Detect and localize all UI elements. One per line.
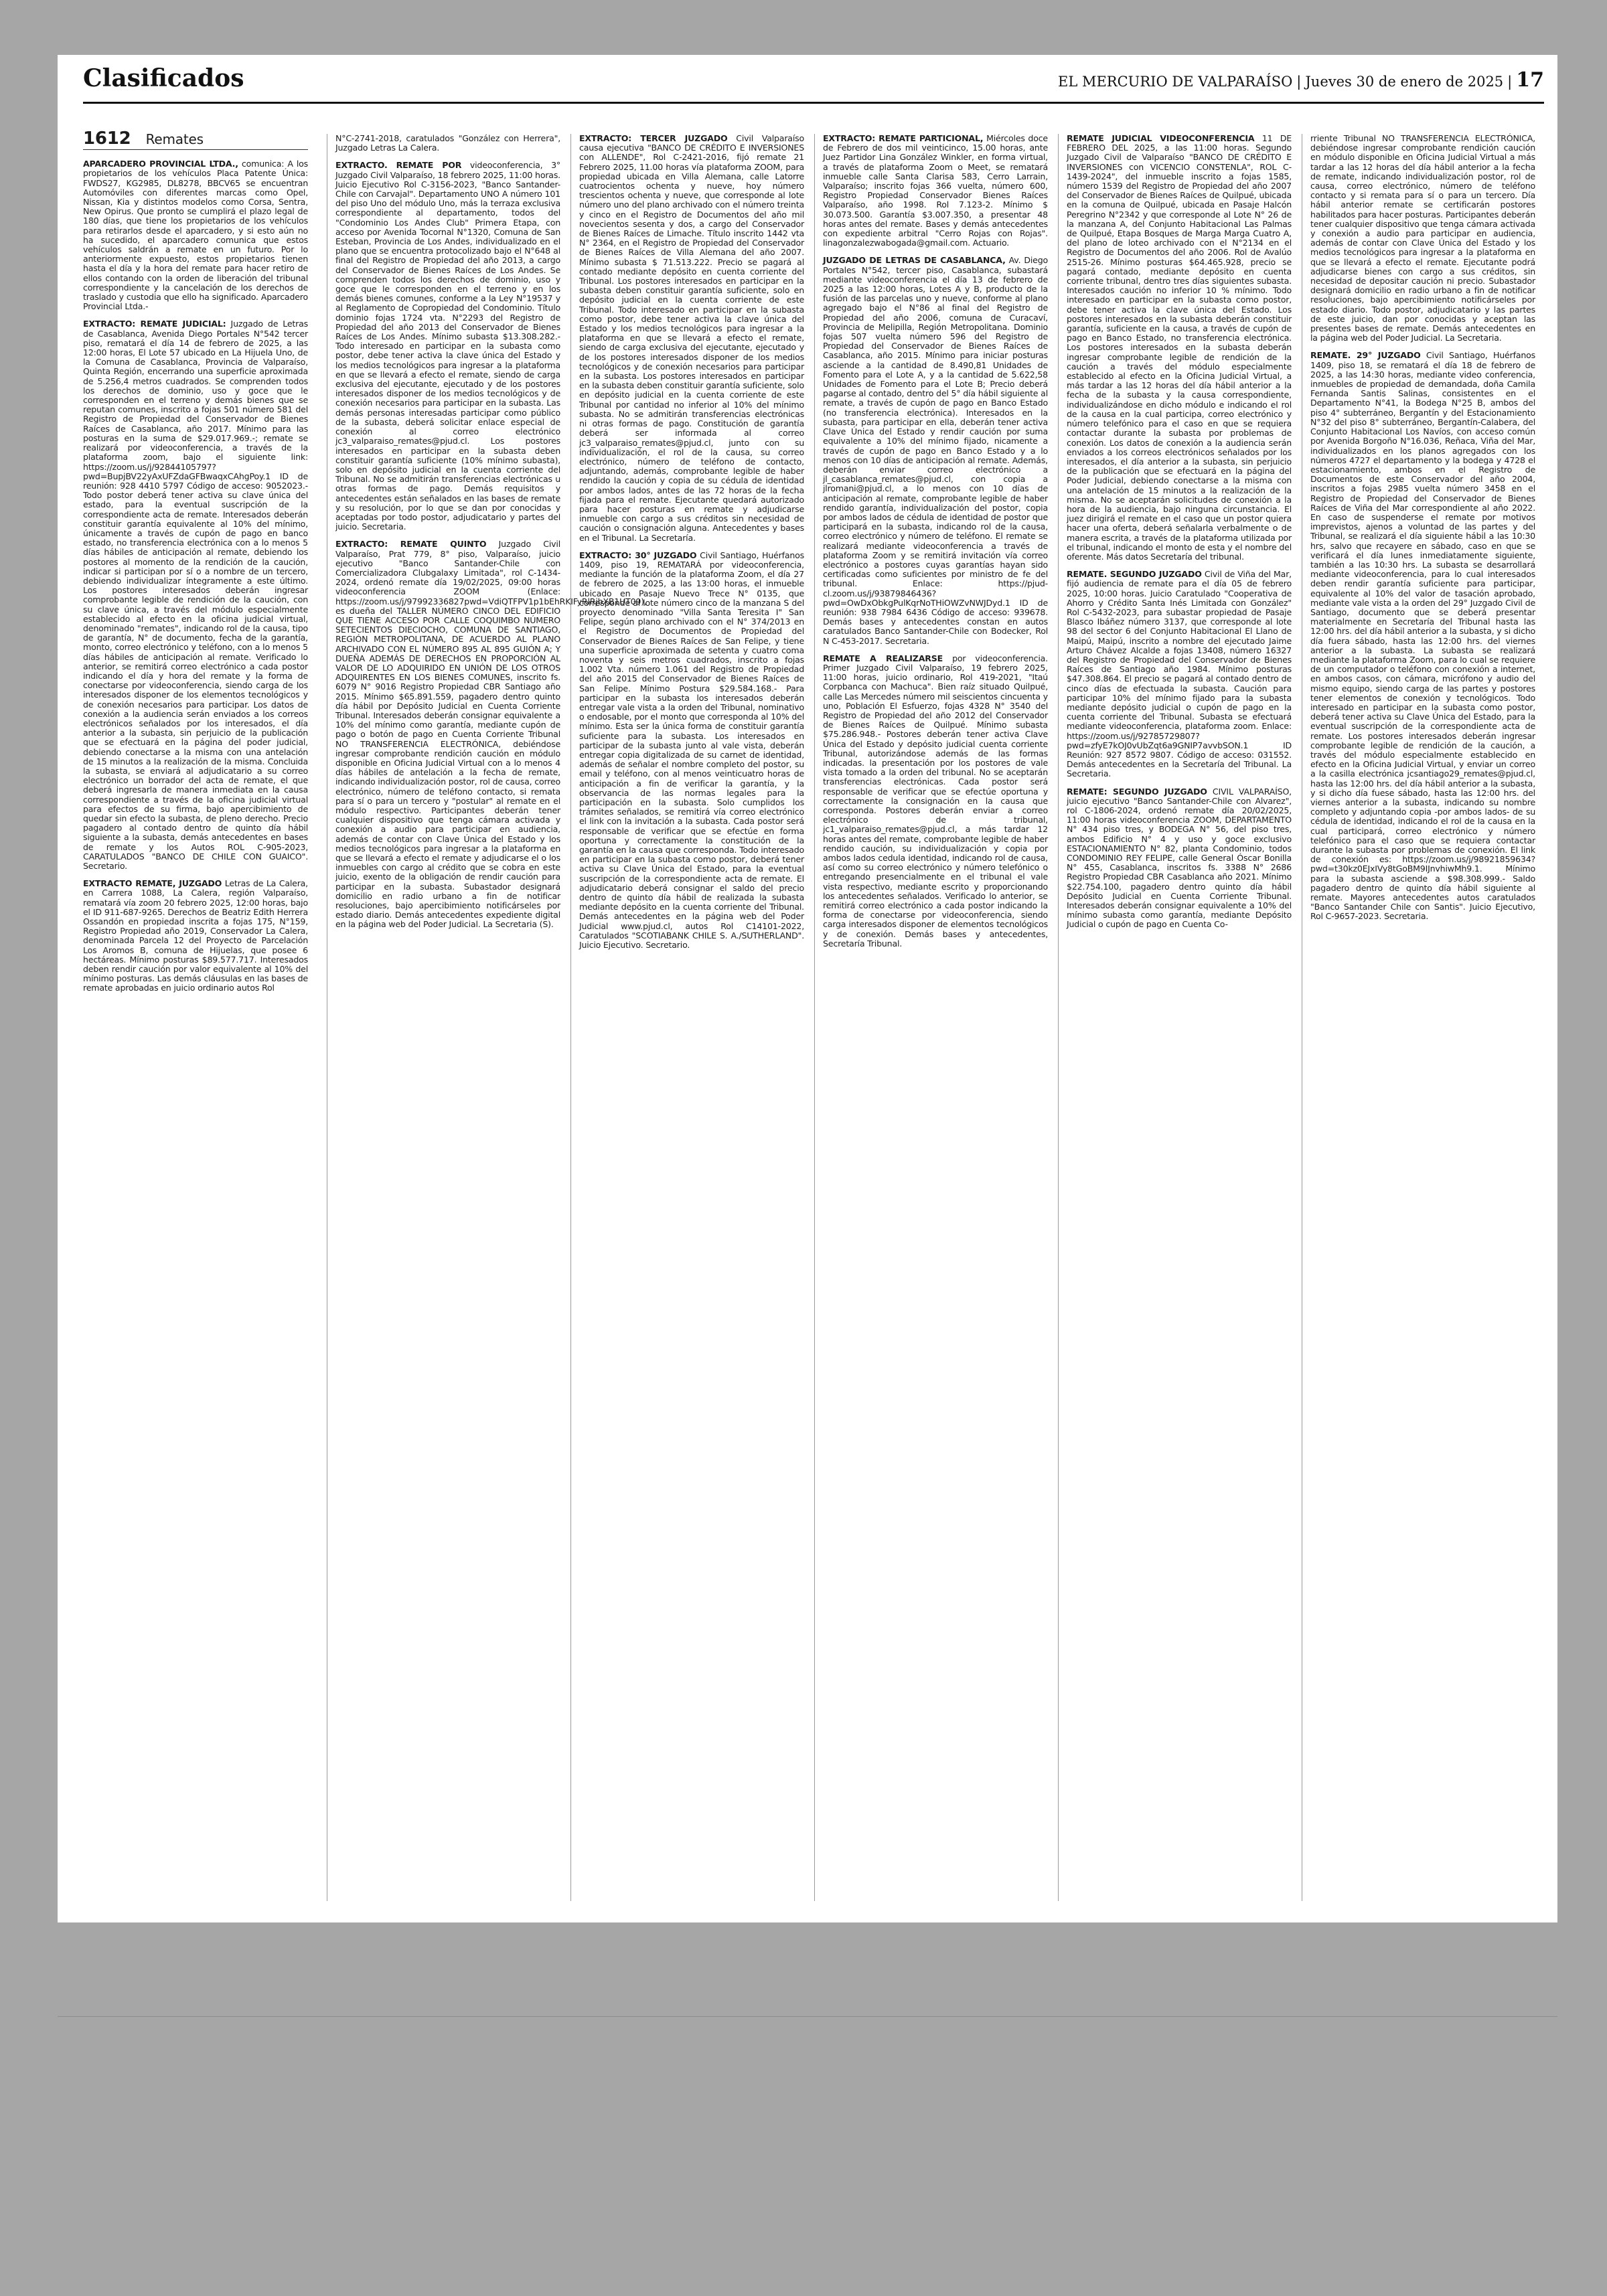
notice-body: por videoconferencia. Primer Juzgado Civil Valparaíso, 19 febrero 2025, 11:00 horas, juicio ordinario, Rol 419-2021, "Itaú Corpbanca con Machuca". Bien raíz situado Quilpué, calle Las Mercedes número mil seiscientos cincuenta y uno, Población El Esfuerzo, fojas 4328 N° 3540 del Registro de Propiedad del año 2012 del Conservador de Bienes Raíces de Quilpué. Mínimo subasta $75.286.948.- Postores deberán tener activa Clave Única del Estado y depósito judicial cuenta corriente Tribunal, autorizándose además de las formas indicadas. la presentación por los postores de vale vista tomado a la orden del tribunal. No se aceptarán transferencias electrónicas. Cada postor será responsable de verificar que se efectúe oportuna y correctamente la consignación en la causa que corresponda. Postores deberán enviar a correo electrónico de tribunal, jc1_valparaiso_remates@pjud.cl, a más tardar 12 horas antes del remate, comprobante legible de haber rendido caución, su individualización y copia por ambos lados cedula identidad, indicando rol de causa, así como su correo electrónico y número telefónico o entregando presencialmente en el tribunal el vale vista respectivo, mediante escrito y proporcionando los antecedentes señalados. Verificado lo anterior, se remitirá correo electrónico a cada postor indicando la forma de conectarse por videoconferencia, siendo carga interesados disponer de elementos tecnológicos y de conexión. Demás bases y antecedentes, Secretaría Tribunal. — [823, 653, 1048, 949]
notice-lead: EXTRACTO: REMATE JUDICIAL: — [83, 319, 226, 329]
notices-list — [83, 159, 308, 993]
notice-lead: EXTRACTO: TERCER JUZGADO — [579, 133, 728, 143]
notice-lead: EXTRACTO: REMATE PARTICIONAL, — [823, 133, 984, 143]
rubric-label: Remates — [145, 131, 204, 147]
column-3 — [570, 134, 804, 1901]
notice-body: videoconferencia, 3° Juzgado Civil Valparaíso, 18 febrero 2025, 11:00 horas. Juicio Ejecutivo Rol C-3156-2023, "Banco Santander-Chile con Carvajal". Departamento UNO A número 101 del piso Uno del módulo Uno, más la terraza exclusiva correspondiente al departamento, todos del "Condominio Los Andes Club" Primera Etapa, con acceso por Avenida Tocornal N°1320, Comuna de San Esteban, Provincia de Los Andes, individualizado en el plano que se encuentra protocolizado bajo el N°648 al final del Registro de Propiedad del año 2013, a cargo del Conservador de Bienes Raíces de Los Andes. Se comprenden todos los derechos de dominio, uso y goce que le corresponden en el terreno y en los demás bienes comunes, conforme a la Ley N°19537 y al Reglamento de Copropiedad del Condominio. Título dominio fojas 1724 vta. N°2293 del Registro de Propiedad del año 2013 del Conservador de Bienes Raíces de Los Andes. Mínimo subasta $13.308.282.- Todo interesado en participar en la subasta como postor, debe tener activa la clave única del Estado y los medios tecnológicos para ingresar a la plataforma en que se llevará a efecto el remate, siendo de carga exclusiva del ejecutante, ejecutado y de los postores interesados disponer de los medios tecnológicos y de conexión necesarios para participar en la subasta. Las demás personas interesadas participar como público de la subasta, deberá solicitar enlace especial de conexión al correo electrónico jc3_valparaiso_remates@pjud.cl. Los postores interesados en participar en la subasta deben constituir garantía suficiente (10% mínimo subasta), solo en depósito judicial en la cuenta corriente del Tribunal. No se admitirán transferencias electrónicas u otras formas de pago. Demás requisitos y antecedentes están señalados en las bases de remate y su resolución, por lo que se dan por conocidas y aceptadas por todo postor, adjudicatario y partes del juicio. Secretaria. — [335, 160, 560, 532]
notice-lead: REMATE: SEGUNDO JUZGADO — [1067, 786, 1207, 797]
notice-body: Miércoles doce de Febrero de dos mil veinticinco, 15.00 horas, ante Juez Partidor Lina González Winkler, en forma virtual, a través de plataforma Zoom o Meet, se rematará inmueble calle Santa Clarisa 583, Cerro Larrain, Valparaíso; inscrito fojas 366 vuelta, número 600, Registro Propiedad Conservador Bienes Raíces Valparaíso, año 1998. Rol 7.123-2. Mínimo $ 30.073.500. Garantía $3.007.350, a presentar 48 horas antes del remate. Bases y demás antecedentes con expediente arbitral "Cerro Rojas con Rojas". linagonzalezwabogada@gmail.com. Actuario. — [823, 133, 1048, 248]
classified-notice — [823, 654, 1048, 949]
classified-notice — [1067, 134, 1292, 562]
notice-lead: REMATE A REALIZARSE — [823, 653, 943, 663]
notice-lead: EXTRACTO: REMATE QUINTO — [335, 539, 487, 550]
paper-name: EL MERCURIO DE VALPARAÍSO — [1058, 74, 1293, 90]
notices-list — [1067, 134, 1292, 930]
column-4 — [814, 134, 1048, 1901]
classified-notice — [1310, 351, 1535, 921]
issue-date: Jueves 30 de enero de 2025 — [1305, 74, 1504, 90]
bottom-rule — [58, 2016, 1557, 2017]
notices-list — [823, 134, 1048, 949]
classifieds-columns — [83, 129, 1545, 1901]
rubric-header — [83, 129, 308, 150]
notice-body: rriente Tribunal NO TRANSFERENCIA ELECTRÓNICA, debiéndose ingresar comprobante rendición caución en módulo disponible en Oficina Judicial Virtual a más tardar a las 12 horas del día hábil anterior a la fecha de remate, indicando individualización postor, rol de causa, correo electrónico, número de teléfono contacto y si remata para sí o para un tercero. Día hábil anterior remate se certificarán postores habilitados para hacer posturas. Participantes deberán tener cualquier dispositivo que tenga cámara activada y conexión a audio para participar en audiencia, además de contar con Clave Única del Estado y los medios tecnológicos para ingresar a la plataforma en que se llevará a efecto el remate. Ejecutante podrá adjudicarse bienes con cargo a sus créditos, sin necesidad de depositar caución ni precio. Subastador designará domicilio en radio urbano a fin de notificar resoluciones, bajo apercibimiento notificárseles por estado diario. Todo postor, adjudicatario y las partes de este juicio, dan por conocidas y aceptan las presentes bases de remate. Demás antecedentes en la página web del Poder Judicial. La Secretaria. — [1310, 133, 1535, 343]
notice-body: Civil Santiago, Huérfanos 1409, piso 18, se rematará el día 18 de febrero de 2025, a las 14:30 horas, mediante video conferencia, inmuebles de propiedad de demandada, doña Camila Fernanda Santis Salinas, consistentes en el Departamento N°41, la Bodega N°25 B, ambos del piso 4° subterráneo, Bergantín y del Estacionamiento N°32 del piso 8° subterráneo, Bergantín-Calabera, del Conjunto Habitacional Los Navíos, con acceso común por Avenida Borgoño N°16.036, Reñaca, Viña del Mar, individualizados en los planos agregados con los números 4727 el departamento y la bodega y 4728 el estacionamiento, ambos en el Registro de Documentos de este Conservador del año 2004, inscritos a fojas 2985 vuelta número 3458 en el Registro de Propiedad del Conservador de Bienes Raíces de Viña del Mar correspondiente al año 2022. En caso de suspenderse el remate por motivos imprevistos, ajenos a voluntad de las partes y del Tribunal, se realizará el día siguiente hábil a las 10:30 hrs, salvo que recayere en sábado, caso en que se verificará el día lunes inmediatamente siguiente, también a las 10:30 hrs. La subasta se desarrollará mediante videoconferencia, para lo cual interesados deben rendir garantía suficiente para participar, equivalente al 10% del valor de tasación aprobado, mediante vale vista a la orden del 29° Juzgado Civil de Santiago, documento que se deberá presentar materialmente en Secretaría del Tribunal hasta las 12:00 hrs. del día hábil anterior a la subasta, y si dicho día fuera sábado, hasta las 12:00 hrs. del viernes anterior a la subasta. La subasta se realizará mediante la plataforma Zoom, para lo cual se requiere de un computador o teléfono con conexión a internet, en ambos casos, con cámara, micrófono y audio del mismo equipo, siendo carga de las partes y postores tener elementos de conexión y tecnológicos. Todo interesado en participar en la subasta como postor, deberá tener activa su Clave Única del Estado, para la eventual suscripción de la correspondiente acta de remate. Los postores interesados deberán ingresar comprobante legible de rendición de la caución, a través del módulo especialmente establecido en efecto en la Oficina Judicial Virtual, y enviar un correo a la casilla electrónica jcsantiago29_remates@pjud.cl, hasta las 12:00 hrs. del día hábil anterior a la subasta, y si dicho día fuese sábado, hasta las 12:00 hrs. del viernes anterior a la subasta, indicando su nombre completo y adjuntando copia -por ambos lados- de su cédula de identidad, indicando el rol de la causa en la cual participará, correo electrónico y número telefónico para el caso que se requiera contactar durante la subasta por problemas de conexión. El link de conexión es: https://zoom.us/j/98921859634?pwd=t30kz0EJxIVy8tGoBM9IJnvhiwMh9.1. Mínimo para la subasta asciende a $98.308.999.- Saldo pagadero dentro de quinto día hábil siguiente al remate. Mayores antecedentes autos caratulados "Banco Santander Chile con Santis". Juicio Ejecutivo, Rol C-9657-2023. Secretaria. — [1310, 350, 1535, 922]
column-1 — [83, 129, 309, 1901]
rubric-code: 1612 — [83, 129, 131, 149]
notice-lead: JUZGADO DE LETRAS DE CASABLANCA, — [823, 255, 1006, 266]
column-6 — [1302, 134, 1535, 1901]
classified-notice — [335, 161, 560, 531]
notice-body: CIVIL VALPARAÍSO, juicio ejecutivo "Banco Santander-Chile con Alvarez", rol C-1806-2024, ordenó remate día 20/02/2025, 11:00 horas videoconferencia ZOOM, DEPARTAMENTO N° 434 piso tres, y BODEGA N° 56, del piso tres, ambos Edificio N° 4 y uso y goce exclusivo ESTACIONAMIENTO N° 82, planta Condominio, todos CONDOMINIO REY FELIPE, calle General Óscar Bonilla N° 455, Casablanca, inscritos fs. 3388 N° 2686 Registro Propiedad CBR Casablanca año 2021. Mínimo $22.754.100, pagadero dentro quinto día hábil Depósito Judicial en Cuenta Corriente Tribunal. Interesados deberán consignar equivalente a 10% del mínimo subasta como garantía, mediante Depósito Judicial o cupón de pago en Cuenta Co- — [1067, 786, 1292, 930]
classified-notice — [1310, 134, 1535, 343]
classified-notice — [1067, 570, 1292, 778]
notice-lead: APARCADERO PROVINCIAL LTDA., — [83, 159, 238, 169]
classified-notice — [83, 159, 308, 311]
notice-body: Letras de La Calera, en Carrera 1088, La Calera, región Valparaíso, rematará vía zoom 20 febrero 2025, 12:00 horas, bajo el ID 911-687-9265. Derechos de Beatriz Edith Herrera Ossandón en propiedad inscrita a fojas 175, N°159, Registro Propiedad año 2019, Conservador La Calera, denominada Parcela 12 del Proyecto de Parcelación Los Aromos B, comuna de Hijuelas, que posee 6 hectáreas. Mínimo posturas $89.577.717. Interesados deben rendir caución por valor equivalente al 10% del mínimo posturas. Las demás cláusulas en las bases de remate aprobadas en juicio ordinario autos Rol — [83, 878, 308, 993]
notice-body: Civil Santiago, Huérfanos 1409, piso 19, REMATARÁ por videoconferencia, mediante la función de la plataforma Zoom, el día 27 de febrero de 2025, a las 13:00 horas, el inmueble ubicado en Pasaje Nuevo Trece N° 0135, que corresponde al lote número cinco de la manzana S del proyecto denominado "Villa Santa Teresita I" San Felipe, según plano archivado con el N° 374/2013 en el Registro de Documentos de Propiedad del Conservador de Bienes Raíces de San Felipe, y tiene una superficie aproximada de setenta y cuatro coma noventa y seis metros cuadrados, inscrito a fojas 1.002 Vta. número 1.061 del Registro de Propiedad del año 2015 del Conservador de Bienes Raíces de San Felipe. Mínimo Postura $29.584.168.- Para participar en la subasta los interesados deberán entregar vale vista a la orden del Tribunal, nominativo o endosable, por el monto que corresponda al 10% del mínimo. Esta ser la única forma de constituir garantía suficiente para la subasta. Los interesados en participar de la subasta junto al vale vista, deberán entregar copia digitalizada de su carnet de identidad, además de señalar el nombre completo del postor, su email y teléfono, con al menos veinticuatro horas de anticipación a fin de verificar la garantía, y la observancia de las normas legales para la participación en la subasta. Solo cumplidos los trámites señalados, se remitirá vía correo electrónico el link con la invitación a la subasta. Cada postor será responsable de verificar que se efectúe en forma oportuna y correctamente la constitución de la garantía en la causa que corresponda. Todo interesado en participar en la subasta como postor, deberá tener activa su Clave Única del Estado, para la eventual suscripción de la correspondiente acta de remate. El adjudicatario deberá consignar el saldo del precio dentro de quinto día hábil de realizada la subasta mediante depósito en la cuenta corriente del Tribunal. Demás antecedentes en la página web del Poder Judicial www.pjud.cl, autos Rol C14101-2022, Caratulados "SCOTIABANK CHILE S. A./SUTHERLAND". Juicio Ejecutivo. Secretario. — [579, 550, 804, 951]
classified-notice — [83, 319, 308, 871]
section-title: Clasificados — [83, 64, 244, 92]
notice-body: 11 DE FEBRERO DEL 2025, a las 11:00 horas. Segundo Juzgado Civil de Valparaíso "BANCO DE CRÉDITO E INVERSIONES con VICENCIO CONSTENLA", ROL C-1439-2024", del inmueble inscrito a fojas 1585, número 1539 del Registro de Propiedad del año 2007 del Conservador de Bienes Raíces de Quilpué, ubicada en la comuna de Quilpué, ubicada en Pasaje Halcón Peregrino N°2342 y que corresponde al Lote N° 26 de la manzana A, del Conjunto Habitacional Las Palmas de Quilpué, Etapa Bosques de Marga Marga Cuatro A, del plano de loteo archivado con el N°2134 en el Registro de Documentos del año 2006. Rol de Avalúo 2515-26. Mínimo posturas $64.465.928, precio se pagará contado, mediante depósito en cuenta corriente tribunal, dentro tres días siguientes subasta. Interesados caución no inferior 10 % mínimo. Todo interesado en participar en la subasta como postor, debe tener activa la clave única del Estado. Los postores interesados en la subasta deberán constituir garantía, suficiente en la causa, a través de cupón de pago en Banco Estado, no transferencia electrónica. Los postores interesados en la subasta deberán ingresar comprobante legible de rendición de la caución a través del módulo especialmente establecido al efecto en la Oficina Judicial Virtual, a más tardar a las 12 horas del día hábil anterior a la fecha de la subasta y la causa correspondiente, individualizándose en dicho módulo e indicando el rol de la causa en la cual participa, correo electrónico y número telefónico para el caso en que se requiera contactar durante la subasta por problemas de conexión. Los datos de conexión a la audiencia serán enviados a los correos electrónicos señalados por los interesados, el día anterior a la subasta, sin perjuicio de la publicación que se efectuará en la página del Poder Judicial, debiendo conectarse a la misma con una antelación de 15 minutos a la realización de la misma. No se aceptarán solicitudes de conexión a la hora de la audiencia, bajo ninguna circunstancia. El juez dirigirá el remate en el caso que un postor quiera hacer una oferta, deberá señalarla verbalmente o de manera escrita, a través de la plataforma utilizada por el tribunal, indicando el monto de esta y el nombre del oferente. Más datos Secretaría del tribunal. — [1067, 133, 1292, 562]
separator: | — [1296, 74, 1302, 90]
page-number: 17 — [1516, 68, 1544, 92]
notice-body: N°C-2741-2018, caratulados "González con Herrera", Juzgado Letras La Calera. — [335, 133, 560, 153]
notice-body: Juzgado Civil Valparaíso, Prat 779, 8° piso, Valparaíso, juicio ejecutivo "Banco Santander-Chile con Comercializadora Clubgalaxy Limitada", rol C-1434-2024, ordenó remate día 19/02/2025, 09:00 horas videoconferencia ZOOM (Enlace: https://zoom.us/j/97992336827pwd=VdiQTFPV1p1bEhRKIFyRlRjbXB1UT09), es dueña del TALLER NÚMERO CINCO DEL EDIFICIO QUE TIENE ACCESO POR CALLE COQUIMBO NÚMERO SETECIENTOS DIECIOCHO, COMUNA DE SANTIAGO, REGIÓN METROPOLITANA, DE ACUERDO AL PLANO ARCHIVADO CON EL NÚMERO 895 AL 895 GUIÓN A; Y DUEÑA ADEMÁS DE DERECHOS EN PROPORCIÓN AL VALOR DE LO ADQUIRIDO EN UNIÓN DE LOS OTROS ADQUIRENTES EN LOS BIENES COMUNES, inscrito fs. 6079 N° 9016 Registro Propiedad CBR Santiago año 2015. Mínimo $65.891.559, pagadero dentro quinto día hábil por Depósito Judicial en Cuenta Corriente Tribunal. Interesados deberán consignar equivalente a 10% del mínimo como garantía, mediante cupón de pago o botón de pago en Cuenta Corriente Tribunal NO TRANSFERENCIA ELECTRÓNICA, debiéndose ingresar comprobante rendición caución en módulo disponible en Oficina Judicial Virtual con a lo menos 4 días hábiles de antelación a la fecha de remate, indicando individualización postor, rol de causa, correo electrónico, número de teléfono contacto, si remata para sí o para un tercero y "postular" al remate en el módulo respectivo. Participantes deberán tener cualquier dispositivo que tenga cámara activada y conexión a audio para participar en audiencia, además de contar con Clave Única del Estado y los medios tecnológicos para ingresar a la plataforma en que se llevará a efecto el remate y adjudicarse el o los inmuebles con cargo al crédito que se cobra en este juicio, exento de la obligación de rendir caución para participar en la subasta. Subastador designará domicilio en radio urbano a fin de notificar resoluciones, bajo apercibimiento notificárseles por estado diario. Demás antecedentes expediente digital en la página web del Poder Judicial. La Secretaria (S). — [335, 539, 647, 930]
notice-lead: EXTRACTO. REMATE POR — [335, 160, 462, 171]
notice-lead: EXTRACTO: 30° JUZGADO — [579, 550, 697, 560]
notice-lead: REMATE. 29° JUZGADO — [1310, 350, 1421, 361]
classified-notice — [83, 879, 308, 993]
classified-notice — [1067, 787, 1292, 930]
classified-notice — [335, 134, 560, 153]
classified-notice — [579, 134, 804, 543]
notices-list — [579, 134, 804, 950]
notice-body: Civil de Viña del Mar, fijó audiencia de remate para el día 05 de febrero 2025, 10:00 horas. Juicio Caratulado "Cooperativa de Ahorro y Crédito Santa Inés Limitada con González" Rol C-5432-2023, para subastar propiedad de Pasaje Blasco Ibáñez número 3137, que corresponde al lote 98 del sector 6 del Conjunto Habitacional El Llano de Maipú, Maipú, inscrito a nombre del ejecutado Jaime Arturo Chávez Alcalde a fojas 13408, número 16327 del Registro de Propiedad del Conservador de Bienes Raíces de Santiago año 1984. Mínimo posturas $47.308.864. El precio se pagará al contado dentro de cinco días de efectuada la subasta. Caución para participar 10% del mínimo fijado para la subasta mediante depósito judicial o cupón de pago en la cuenta corriente del Tribunal. Subasta se efectuará mediante videoconferencia, plataforma zoom. Enlace: https://zoom.us/j/92785729807?pwd=zfyE7kOJ0vUbZqt6a9GNIP7avvbSON.1 ID Reunión: 927 8572 9807. Código de acceso: 031552. Demás antecedentes en la Secretaría del Tribunal. La Secretaria. — [1067, 569, 1292, 779]
classified-notice — [579, 551, 804, 951]
notice-body: Juzgado de Letras de Casablanca, Avenida Diego Portales N°542 tercer piso, rematará el día 14 de febrero de 2025, a las 12:00 horas, El Lote 57 ubicado en La Hijuela Uno, de la Comuna de Casablanca, Provincia de Valparaíso, Quinta Región, encerrando una superficie aproximada de 5.256,4 metros cuadrados. Se comprenden todos los derechos de dominio, uso y goce que le corresponden en el terreno y demás bienes que se reputan comunes, inscrito a fojas 501 número 581 del Registro de Propiedad del Conservador de Bienes Raíces de Casablanca, año 2017. Mínimo para las posturas en la suma de $29.017.969.-; remate se realizará por videoconferencia, a través de la plataforma zoom, bajo el siguiente link: https://zoom.us/j/92844105797?pwd=BupjBV22yAxUFZdaGFBwaqxCAhgPoy.1 ID de reunión: 928 4410 5797 Código de acceso: 9052023.- Todo postor deberá tener activa su clave única del estado, para la eventual suscripción de la correspondiente acta de remate. Interesados deberán constituir garantía equivalente al 10% del mínimo, únicamente a través de cupón de pago en banco estado, no transferencia electrónica con a lo menos 5 días hábiles de anticipación al remate, debiendo los postores al momento de la rendición de la caución, indicar si participan por sí o a nombre de un tercero, debiendo individualizar íntegramente a este último. Los postores interesados deberán ingresar comprobante legible de rendición de la caución, con su clave única, a través del módulo especialmente establecido al efecto en la oficina judicial virtual, denominado "remates", indicando rol de la causa, tipo de garantía, N° de documento, fecha de la garantía, monto, correo electrónico y teléfono, con a lo menos 5 días hábiles de anticipación al remate. Verificado lo anterior, se remitirá correo electrónico a cada postor indicando el día y hora del remate y la forma de conectarse por videoconferencia, siendo carga de los interesados disponer de los elementos tecnológicos y de conexión necesarios para participar. Los datos de conexión a la audiencia serán enviados a los correos electrónicos señalados por los interesados, el día anterior a la subasta, sin perjuicio de la publicación que se efectuará en la página del poder judicial, debiendo conectarse a la misma con una antelación de 15 minutos a la realización de la misma. Concluida la subasta, se enviará al adjudicatario a su correo electrónico un borrador del acta de remate, el que deberá ingresarla de manera inmediata en la causa correspondiente a través de la oficina judicial virtual para efectos de su firma, bajo apercibimiento de quedar sin efecto la subasta, de pleno derecho. Precio pagadero al contado dentro de quinto día hábil siguiente a la subasta, demás antecedentes en bases de remate y los Autos ROL C-905-2023, CARATULADOS "BANCO DE CHILE CON GUAICO". Secretario. — [83, 319, 309, 872]
paper-info — [1058, 68, 1544, 92]
notice-body: Civil Valparaíso causa ejecutiva "BANCO DE CRÉDITO E INVERSIONES con ALLENDE", Rol C-2421-2016, fijó remate 21 Febrero 2025, 11.00 horas vía plataforma ZOOM, para propiedad ubicada en Villa Alemana, calle Latorre cuatrocientos ochenta y nueve, hoy número trescientos ochenta y nueve, que corresponde al lote número uno del plano archivado con el número treinta y cinco en el Registro de Documentos del año mil novecientos sesenta y dos, a cargo del Conservador de Bienes Raíces de Limache. Título inscrito 1442 vta N° 2364, en el Registro de Propiedad del Conservador de Bienes Raíces de Villa Alemana del año 2007. Mínimo subasta $ 71.513.222. Precio se pagará al contado mediante depósito en cuenta corriente del Tribunal. Los postores interesados en participar en la subasta deben constituir garantía suficiente, solo en depósito judicial en la cuenta corriente de este Tribunal. Todo interesado en participar en la subasta como postor, debe tener activa la clave única del Estado y los medios tecnológicos para ingresar a la plataforma en que se llevará a efecto el remate, siendo de carga exclusiva del ejecutante, ejecutado y de los postores interesados disponer de los medios tecnológicos y de conexión necesarios para participar en la subasta. Los postores interesados en participar en la subasta deben constituir garantía suficiente, solo en depósito judicial en la cuenta corriente de este Tribunal por cantidad no inferior al 10% del mínimo subasta. No se admitirán transferencias electrónicas ni otras formas de pago. Constitución de garantía deberá ser informada al correo jc3_valparaiso_remates@pjud.cl, junto con su individualización, el rol de la causa, su correo electrónico, número de teléfono de contacto, adjuntando, además, comprobante legible de haber rendido la caución y copia de su cédula de identidad por ambos lados, antes de las 72 horas de la fecha fijada para el remate. Ejecutante quedará autorizado para hacer posturas en remate y adjudicarse inmueble con cargo a sus créditos sin necesidad de caución o consignación alguna. Antecedentes y bases en el Tribunal. La Secretaría. — [579, 133, 804, 543]
notices-list — [1310, 134, 1535, 922]
newspaper-page — [58, 55, 1557, 1922]
separator: | — [1507, 74, 1513, 90]
notice-lead: REMATE. SEGUNDO JUZGADO — [1067, 569, 1202, 580]
column-5 — [1058, 134, 1292, 1901]
notice-lead: REMATE JUDICIAL VIDEOCONFERENCIA — [1067, 133, 1255, 143]
notice-lead: EXTRACTO REMATE, JUZGADO — [83, 878, 222, 889]
notice-body: comunica: A los propietarios de los vehículos Placa Patente Única: FWDS27, KG2985, DL8278, BBCV65 se encuentran Automóviles con diferentes marcas como Opel, Nissan, Kia y distintos modelos como Corsa, Sentra, New Opirus. Que pronto se cumplirá el plazo legal de 180 días, que tiene los propietarios de los vehículos para retirarlos desde el aparcadero, y si esto aún no ha sucedido, el aparcadero comunica que estos vehículos saldrán a remate en un futuro. Por lo anteriormente expuesto, estos propietarios tienen hasta el día y la hora del remate para hacer retiro de ellos contando con la orden de liberación del tribunal correspondiente y la cancelación de los derechos de traslado y custodia que ello ha significado. Aparcadero Provincial Ltda.- — [83, 159, 308, 312]
masthead — [83, 63, 1544, 104]
classified-notice — [823, 256, 1048, 645]
classified-notice — [823, 134, 1048, 248]
notice-body: Av. Diego Portales N°542, tercer piso, Casablanca, subastará mediante videoconferencia el día 13 de febrero de 2025 a las 12:00 horas, Lotes A y B, producto de la fusión de las parcelas uno y nueve, conforme al plano agregado bajo el N°86 al final del Registro de Propiedad del año 2006, comuna de Curacaví, Provincia de Melipilla, Región Metropolitana. Dominio fojas 507 vuelta número 596 del Registro de Propiedad del Conservador de Bienes Raíces de Casablanca, año 2015. Mínimo para iniciar posturas asciende a la cantidad de 8.490,81 Unidades de Fomento para el Lote A, y a la cantidad de 5.622,58 Unidades de Fomento para el Lote B; Precio deberá pagarse al contado, dentro del 5° día hábil siguiente al remate, a través de cupón de pago en Banco Estado (no transferencia electrónica). Interesados en la subasta, para participar en ella, deberán tener activa Clave Única del Estado y rendir caución por suma equivalente a 10% del mínimo fijado, nicamente a través de cupón de pago en Banco Estado y a lo menos con 10 días de anticipación al remate. Además, deberán enviar correo electrónico a jl_casablanca_remates@pjud.cl, con copia a jlromani@pjud.cl, a lo menos con 10 días de anticipación al remate, comprobante legible de haber rendido garantía, individualización del postor, copia por ambos lados de cédula de identidad de postor que participará en la subasta, indicando rol de la causa, correo electrónico y número de teléfono. El remate se realizará mediante videoconferencia a través de plataforma Zoom y se remitirá invitación vía correo electrónico a postores cuyas garantías hayan sido certificadas como suficientes por ministro de fe del tribunal. Enlace: https://pjud-cl.zoom.us/j/93879846436?pwd=OwDxObkgPulKqrNoTHiOWZvNWJDyd.1 ID de reunión: 938 7984 6436 Código de acceso: 939678. Demás bases y antecedentes constan en autos caratulados Banco Santander-Chile con Bodecker, Rol N C-453-2017. Secretaria. — [823, 255, 1048, 646]
